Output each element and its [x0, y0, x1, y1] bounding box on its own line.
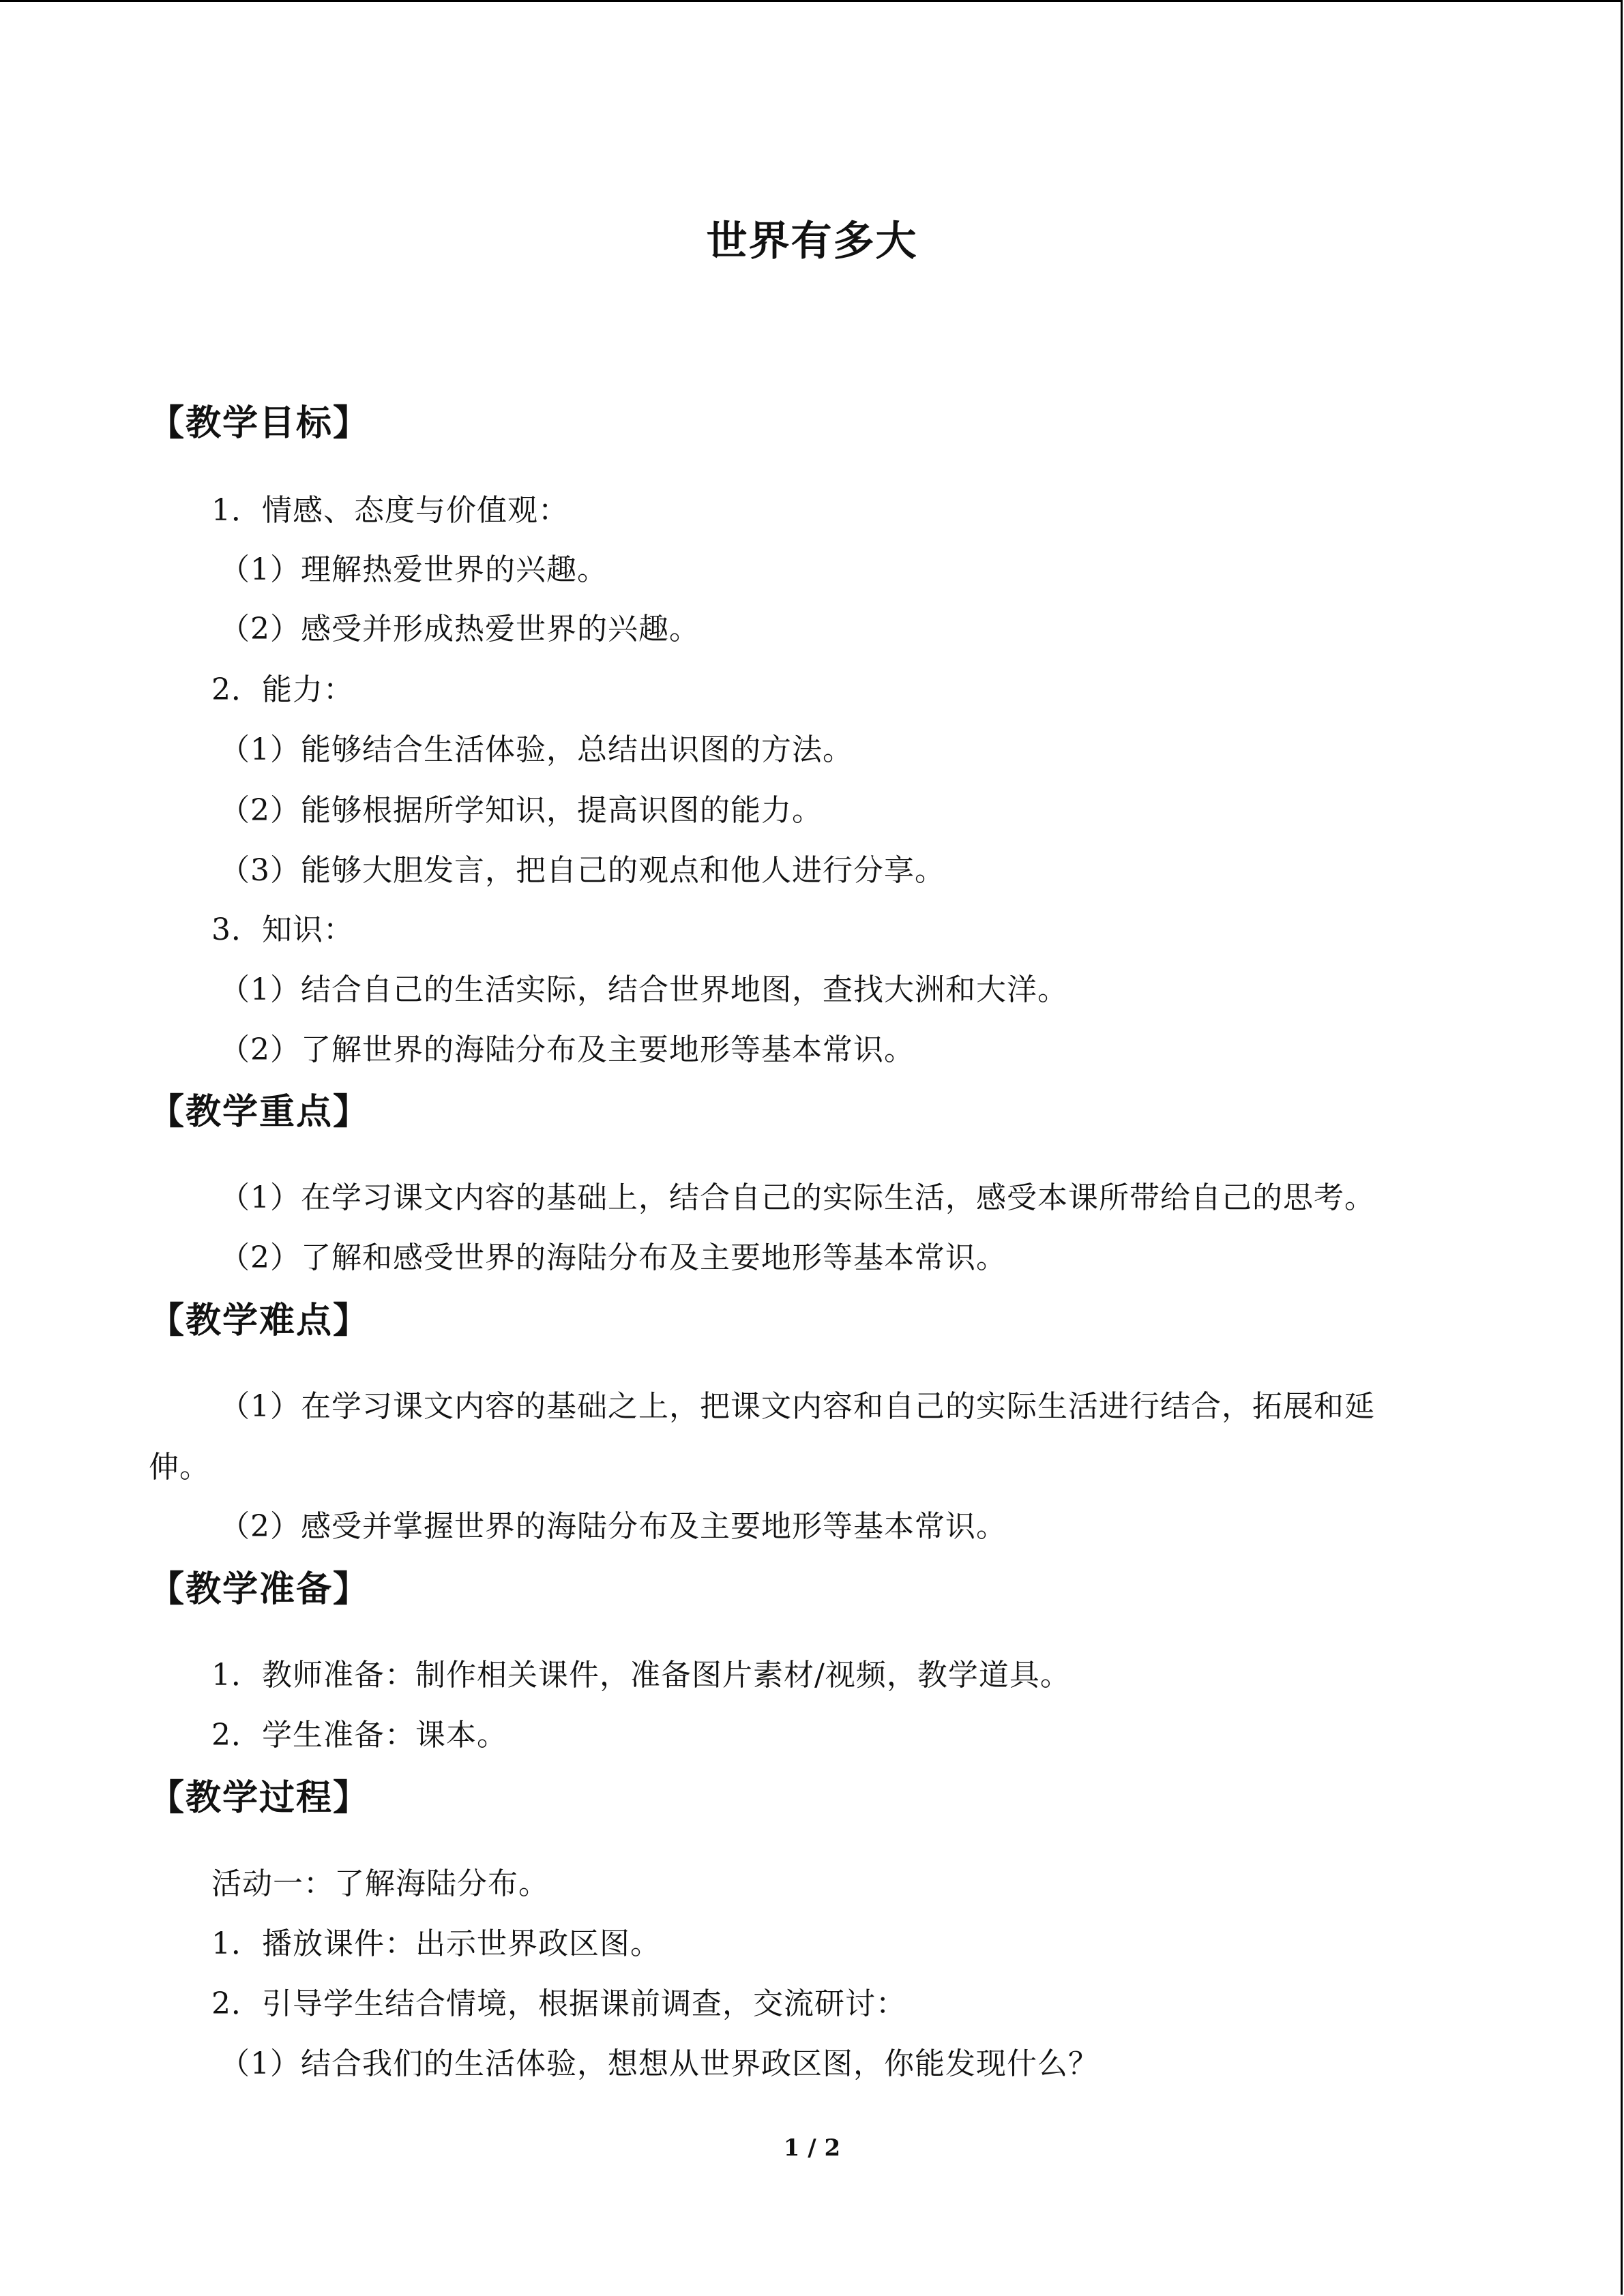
goals-line: 3．知识：	[211, 912, 354, 947]
difficulties-line: （1）在学习课文内容的基础之上，把课文内容和自己的实际生活进行结合，拓展和延	[220, 1389, 1375, 1424]
key-points-line: （1）在学习课文内容的基础上，结合自己的实际生活，感受本课所带给自己的思考。	[220, 1180, 1375, 1215]
goals-line: （3）能够大胆发言，把自己的观点和他人进行分享。	[220, 853, 945, 888]
difficulties-line: （2）感受并掌握世界的海陆分布及主要地形等基本常识。	[220, 1509, 1007, 1544]
goals-line: （2）感受并形成热爱世界的兴趣。	[220, 612, 700, 646]
section-heading-key-points: 【教学重点】	[149, 1092, 370, 1133]
preparation-line: 1．教师准备：制作相关课件，准备图片素材/视频，教学道具。	[211, 1658, 1071, 1693]
process-line: 活动一：了解海陆分布。	[211, 1866, 549, 1901]
section-heading-difficulties: 【教学难点】	[149, 1300, 370, 1341]
process-line: 2．引导学生结合情境，根据课前调查，交流研讨：	[211, 1986, 906, 2021]
process-line: （1）结合我们的生活体验，想想从世界政区图，你能发现什么？	[220, 2046, 1099, 2081]
section-heading-process: 【教学过程】	[149, 1778, 370, 1819]
preparation-line: 2．学生准备：课本。	[211, 1718, 507, 1753]
goals-line: （1）结合自己的生活实际，结合世界地图，查找大洲和大洋。	[220, 972, 1068, 1007]
section-heading-preparation: 【教学准备】	[149, 1569, 370, 1610]
document-title: 世界有多大	[706, 218, 918, 265]
goals-line: （1）能够结合生活体验，总结出识图的方法。	[220, 732, 853, 767]
goals-line: （2）能够根据所学知识，提高识图的能力。	[220, 793, 823, 828]
goals-line: 2．能力：	[211, 672, 354, 707]
process-line: 1．播放课件：出示世界政区图。	[211, 1926, 661, 1961]
difficulties-line: 伸。	[149, 1450, 210, 1485]
page-number: 1 / 2	[783, 2134, 841, 2162]
goals-line: （2）了解世界的海陆分布及主要地形等基本常识。	[220, 1032, 915, 1067]
key-points-line: （2）了解和感受世界的海陆分布及主要地形等基本常识。	[220, 1240, 1007, 1275]
goals-line: （1）理解热爱世界的兴趣。	[220, 552, 608, 587]
goals-line: 1．情感、态度与价值观：	[211, 493, 569, 528]
section-heading-goals: 【教学目标】	[149, 403, 370, 444]
